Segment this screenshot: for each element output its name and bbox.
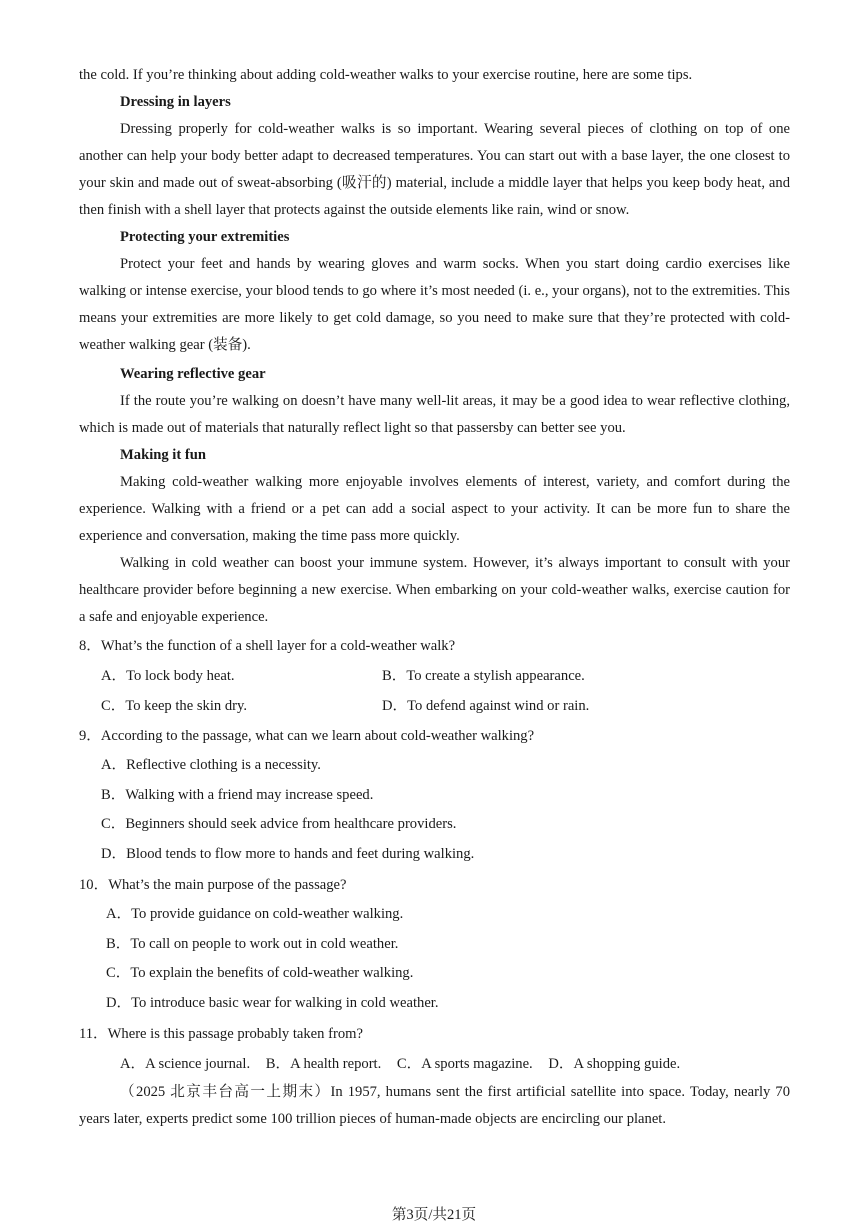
question-8-option-a[interactable]: A．To lock body heat. <box>101 668 235 684</box>
question-10-option-c[interactable]: C．To explain the benefits of cold-weather walking. <box>106 965 414 982</box>
question-8-option-d[interactable]: D．To defend against wind or rain. <box>382 698 590 714</box>
question-8-options-row-1 <box>79 661 790 691</box>
question-11-option-b[interactable]: B．A health report. <box>265 1055 382 1072</box>
question-11-stem: 11．Where is this passage probably taken from? <box>79 1025 363 1042</box>
section-text-layers: Dressing properly for cold-weather walks is so important. Wearing several pieces of clothing on top of one another can help your body better adapt to decreased temperatures. You can start out with a base layer, the one closest to your skin and made out of sweat-absorbing (吸汗的) material, include a middle layer that helps you keep body heat, and then finish with a shell layer that protects against the outside elements like rain, wind or snow. <box>79 121 790 218</box>
question-10-option-b[interactable]: B．To call on people to work out in cold weather. <box>106 935 399 952</box>
question-10-option-d[interactable]: D．To introduce basic wear for walking in cold weather. <box>106 994 439 1011</box>
page-footer: 第3页/共21页 <box>391 1207 477 1223</box>
closing-paragraph: Walking in cold weather can boost your immune system. However, it’s always important to consult with your healthcare provider before beginning a new exercise. When embarking on your cold-weather walks, exercise caution for a safe and enjoyable experience. <box>79 555 790 625</box>
section-heading-extremities: Protecting your extremities <box>120 229 290 245</box>
question-9-stem: 9．According to the passage, what can we learn about cold-weather walking? <box>79 728 535 744</box>
section-text-fun: Making cold-weather walking more enjoyable involves elements of interest, variety, and comfort during the experience. Walking with a friend or a pet can add a social aspect to your activity. It can be more fun to share the experience and conversation, making the time pass more quickly. <box>79 474 790 544</box>
next-passage-intro: （2025 北京丰台高一上期末）In 1957, humans sent the first artificial satellite into space. Today, nearly 70 years later, experts predict some 100 trillion pieces of human-made objects are encircling our planet. <box>79 1083 790 1127</box>
section-text-reflective: If the route you’re walking on doesn’t have many well-lit areas, it may be a good idea to wear reflective clothing, which is made out of materials that naturally reflect light so that passersby can better see you. <box>79 393 790 436</box>
question-10-option-a[interactable]: A．To provide guidance on cold-weather walking. <box>106 905 404 922</box>
question-10 <box>79 870 790 1019</box>
intro-line: the cold. If you’re thinking about adding cold-weather walks to your exercise routine, here are some tips. <box>79 67 693 83</box>
question-8 <box>79 631 790 721</box>
question-8-stem: 8．What’s the function of a shell layer for a cold-weather walk? <box>79 638 456 654</box>
question-8-options-row-2 <box>79 691 790 721</box>
section-heading-reflective: Wearing reflective gear <box>120 366 266 382</box>
question-11-option-a[interactable]: A．A science journal. <box>120 1055 251 1072</box>
question-8-option-b[interactable]: B．To create a stylish appearance. <box>382 668 585 684</box>
question-9-option-c[interactable]: C．Beginners should seek advice from healthcare providers. <box>101 816 457 833</box>
question-11 <box>79 1019 790 1079</box>
question-11-option-d[interactable]: D．A shopping guide. <box>548 1055 681 1072</box>
question-8-option-c[interactable]: C．To keep the skin dry. <box>101 698 247 714</box>
section-heading-fun: Making it fun <box>120 447 206 463</box>
question-9-option-d[interactable]: D．Blood tends to flow more to hands and feet during walking. <box>101 846 475 863</box>
document-page <box>79 62 790 1133</box>
section-heading-layers: Dressing in layers <box>120 94 231 110</box>
question-9 <box>79 721 790 870</box>
question-10-stem: 10．What’s the main purpose of the passage? <box>79 876 347 893</box>
question-9-option-a[interactable]: A．Reflective clothing is a necessity. <box>101 757 321 773</box>
question-11-option-c[interactable]: C．A sports magazine. <box>396 1055 533 1072</box>
question-9-option-b[interactable]: B．Walking with a friend may increase speed. <box>101 786 374 803</box>
section-text-extremities: Protect your feet and hands by wearing gloves and warm socks. When you start doing cardio exercises like walking or intense exercise, your blood tends to go where it’s most needed (i. e., your organs), not to the extremities. This means your extremities are more likely to get cold damage, so you need to make sure that they’re protected with cold-weather walking gear (装备). <box>79 256 790 353</box>
question-11-options <box>79 1049 790 1079</box>
